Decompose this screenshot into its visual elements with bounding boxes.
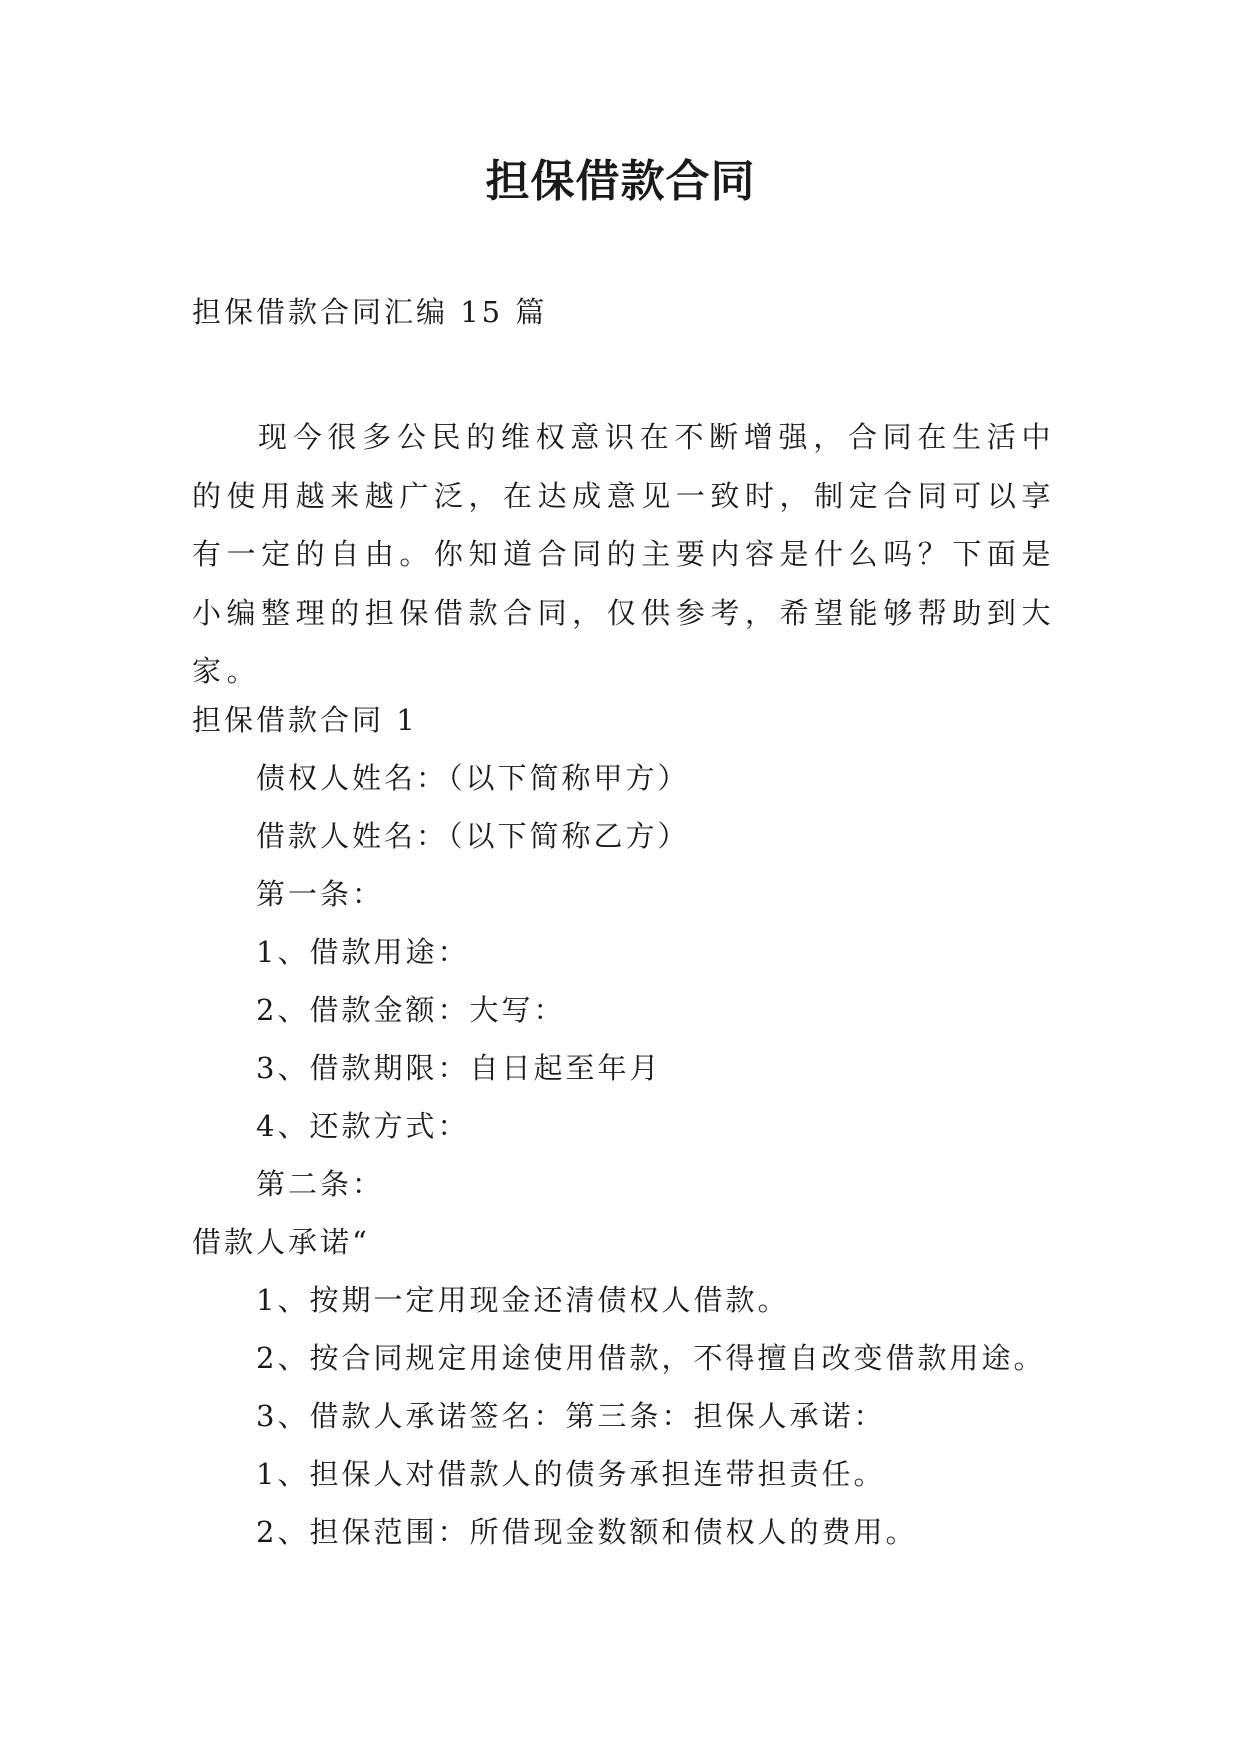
intro-paragraph: 现今很多公民的维权意识在不断增强，合同在生活中的使用越来越广泛，在达成意见一致时，制定合同可以享有一定的自由。你知道合同的主要内容是什么吗？下面是小编整理的担保借款合同，仅供参考，希望能够帮助到大家。	[192, 420, 1056, 688]
loan-term-line: 3、借款期限：自日起至年月	[256, 1051, 662, 1085]
promise-item: 1、按期一定用现金还清债权人借款。	[256, 1283, 790, 1317]
borrower-name-line: 借款人姓名：（以下简称乙方）	[256, 819, 690, 853]
document-title: 担保借款合同	[485, 156, 756, 207]
section-heading: 担保借款合同 1	[192, 703, 418, 737]
article-two-heading: 第二条：	[256, 1167, 385, 1201]
promise-item: 3、借款人承诺签名：第三条：担保人承诺：	[256, 1399, 886, 1433]
borrower-promise-heading: 借款人承诺“	[192, 1225, 370, 1259]
loan-purpose-line: 1、借款用途：	[256, 935, 470, 969]
guarantor-item: 1、担保人对借款人的债务承担连带担责任。	[256, 1457, 886, 1491]
creditor-name-line: 债权人姓名：（以下简称甲方）	[256, 761, 690, 795]
article-one-heading: 第一条：	[256, 877, 385, 911]
document-subtitle: 担保借款合同汇编 15 篇	[192, 295, 548, 329]
loan-amount-line: 2、借款金额：大写：	[256, 993, 566, 1027]
promise-item: 2、按合同规定用途使用借款，不得擅自改变借款用途。	[256, 1341, 1046, 1375]
repayment-method-line: 4、还款方式：	[256, 1109, 470, 1143]
guarantor-item: 2、担保范围：所借现金数额和债权人的费用。	[256, 1515, 918, 1549]
